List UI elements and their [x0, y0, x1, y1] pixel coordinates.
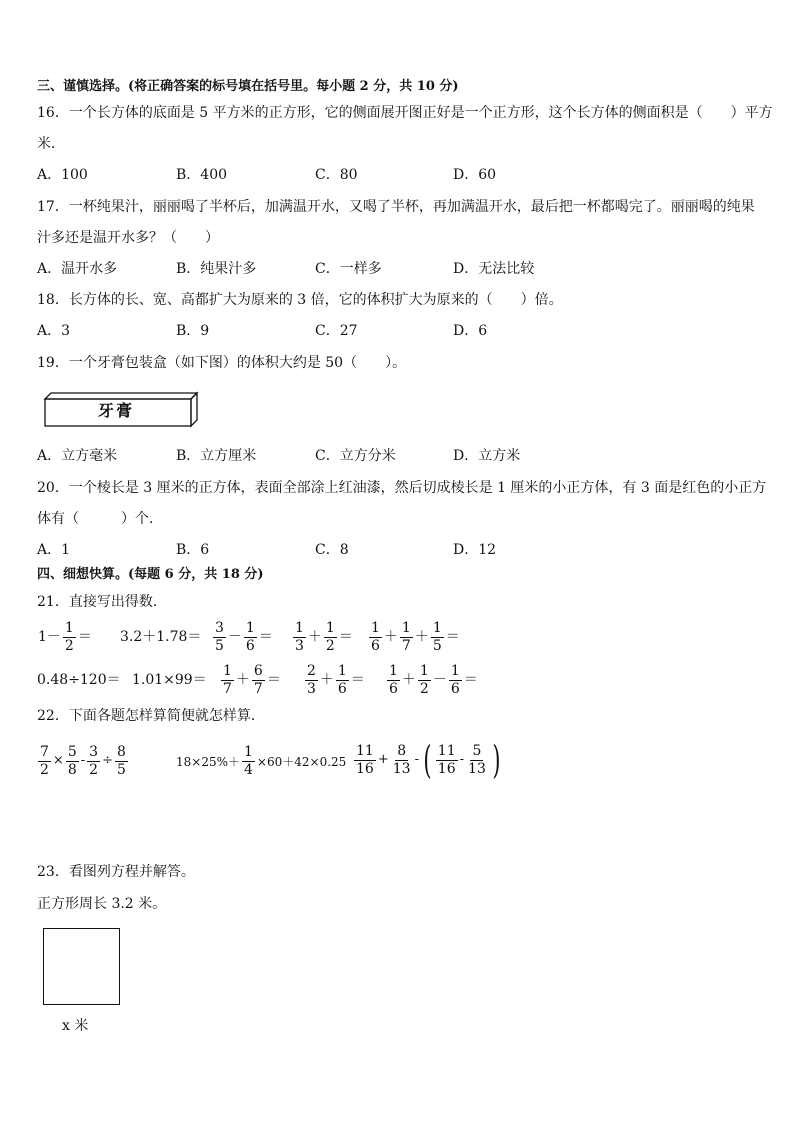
expr-fraction-sum: $\frac{1}{3}$ ＋ $\frac{1}{2}$ ＝	[295, 619, 353, 654]
question-17-text-cont: 汁多还是温开水多？（ ）	[37, 230, 219, 246]
option-b[interactable]: B．纯果汁多	[176, 261, 257, 277]
question-23-text: 23．看图列方程并解答。	[37, 864, 195, 880]
question-17-text: 17．一杯纯果汁，丽丽喝了半杯后，加满温开水，又喝了半杯，再加满温开水，最后把一杯都喝完了。丽丽喝的纯果	[37, 199, 755, 215]
expr-22-1: $\frac{7}{2}$ × $\frac{5}{8}$ - $\frac{3}{2}$ ÷ $\frac{8}{5}$	[40, 743, 126, 778]
option-c[interactable]: C．27	[315, 323, 358, 339]
section-title: 四、细想快算。(每题 6 分，共 18 分)	[37, 567, 264, 582]
option-b[interactable]: B．400	[176, 167, 228, 183]
section-title: 三、谨慎选择。(将正确答案的标号填在括号里。每小题 2 分，共 10 分)	[37, 79, 459, 94]
expr-fraction-diff: $\frac{3}{5}$ － $\frac{1}{6}$ ＝	[215, 619, 273, 654]
expr-22-2: 18×25%＋ $\frac{1}{4}$ ×60＋42×0.25	[176, 744, 347, 778]
expr-fraction-sum: $\frac{1}{7}$ ＋ $\frac{6}{7}$ ＝	[223, 662, 281, 697]
question-18-text: 18．长方体的长、宽、高都扩大为原来的 3 倍，它的体积扩大为原来的（ ）倍。	[37, 292, 563, 308]
square-side-label: x 米	[62, 1018, 89, 1034]
option-a[interactable]: A．1	[37, 542, 71, 558]
option-d[interactable]: D．立方米	[453, 448, 521, 464]
expr-decimal-div: 0.48÷120＝	[37, 672, 121, 688]
question-16-text-cont: 米．	[37, 136, 65, 152]
option-b[interactable]: B．立方厘米	[176, 448, 257, 464]
option-b[interactable]: B．6	[176, 542, 210, 558]
option-a[interactable]: A．3	[37, 323, 71, 339]
question-22-text: 22．下面各题怎样算简便就怎样算．	[37, 708, 265, 724]
option-d[interactable]: D．6	[453, 323, 488, 339]
option-a[interactable]: A．温开水多	[37, 261, 118, 277]
option-a[interactable]: A．100	[37, 167, 88, 183]
square-figure	[43, 928, 120, 1005]
expr-prefix: 1－	[38, 629, 61, 645]
option-d[interactable]: D．无法比较	[453, 261, 535, 277]
equals: ＝	[77, 629, 92, 645]
question-16-text: 16．一个长方体的底面是 5 平方米的正方形，它的侧面展开图正好是一个正方形，这个长方体的侧面积是（ ）平方	[37, 105, 773, 121]
fraction: $\frac{1}{2}$	[64, 619, 74, 654]
expr-fraction-mixed: $\frac{1}{6}$ ＋ $\frac{1}{2}$ － $\frac{1}{6}$ ＝	[389, 662, 478, 697]
option-d[interactable]: D．60	[453, 167, 497, 183]
expr-decimal-sum: 3.2＋1.78＝	[120, 629, 202, 645]
option-c[interactable]: C．一样多	[315, 261, 382, 277]
option-d[interactable]: D．12	[453, 542, 497, 558]
option-c[interactable]: C．立方分米	[315, 448, 396, 464]
question-19-text: 19．一个牙膏包装盒（如下图）的体积大约是 50（ ）。	[37, 355, 407, 371]
question-21-text: 21．直接写出得数．	[37, 594, 167, 610]
toothpaste-box-label: 牙膏	[98, 401, 135, 420]
question-23-condition: 正方形周长 3.2 米。	[37, 896, 167, 912]
question-20-text-cont: 体有（ ）个．	[37, 511, 163, 527]
expr-decimal-mul: 1.01×99＝	[132, 672, 207, 688]
option-b[interactable]: B．9	[176, 323, 210, 339]
option-a[interactable]: A．立方毫米	[37, 448, 118, 464]
expr-fraction-sum: $\frac{2}{3}$ ＋ $\frac{1}{6}$ ＝	[307, 662, 365, 697]
question-20-text: 20．一个棱长是 3 厘米的正方体，表面全部涂上红油漆，然后切成棱长是 1 厘米的小正方体，有 3 面是红色的小正方	[37, 480, 767, 496]
expr-fraction-sum-3: $\frac{1}{6}$ ＋ $\frac{1}{7}$ ＋ $\frac{1}{5}$ ＝	[371, 619, 460, 654]
expr-22-3: $\frac{11}{16}$ + $\frac{8}{13}$ - ( $\frac{11}{16}$ - $\frac{5}{13}$ )	[356, 738, 501, 782]
option-c[interactable]: C．80	[315, 167, 358, 183]
option-c[interactable]: C．8	[315, 542, 349, 558]
expr-1-minus-half	[37, 619, 93, 655]
